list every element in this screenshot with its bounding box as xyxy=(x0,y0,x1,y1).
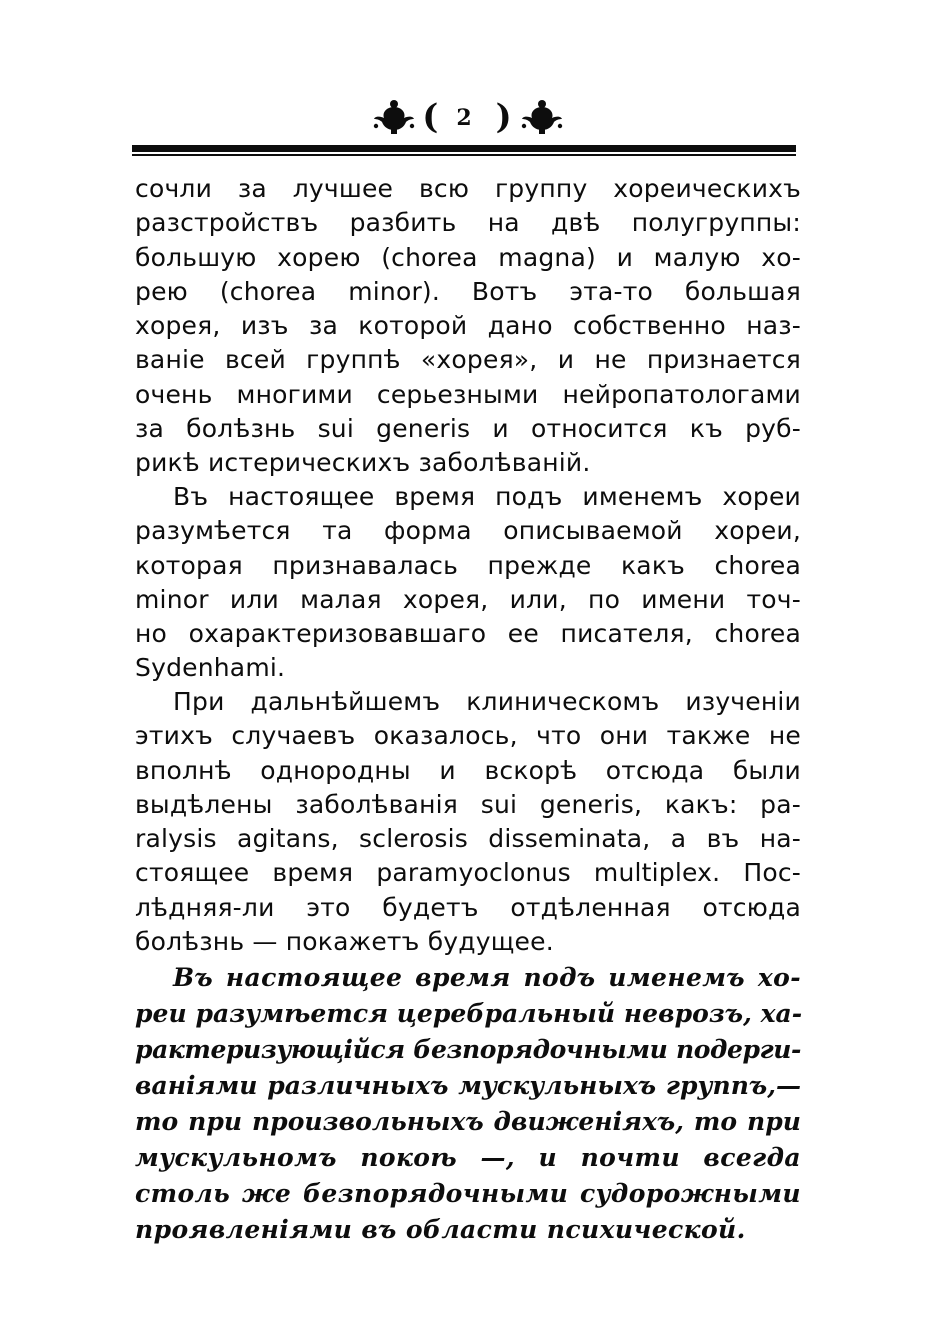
fleuron-icon xyxy=(520,99,564,135)
text-line: проявленіями въ области психической. xyxy=(135,1215,746,1244)
text-line: При дальнѣйшемъ клиническомъ изученіи xyxy=(173,687,801,716)
header-inner xyxy=(372,99,564,135)
text-line: Въ настоящее время подъ именемъ хореи xyxy=(173,482,801,511)
paragraph-1 xyxy=(135,172,801,481)
text-line: большую хорею (chorea magna) и малую хо- xyxy=(135,242,801,272)
text-line: рею (chorea minor). Вотъ эта-то большая xyxy=(135,276,801,306)
text-line: хорея, изъ за которой дано собственно наз- xyxy=(135,311,801,341)
header-rule-thick xyxy=(132,145,796,152)
text-line: которая признавалась прежде какъ chorea xyxy=(135,550,801,580)
header-rule-thin xyxy=(132,154,796,156)
text-line: ваніе всей группѣ «хорея», и не признается xyxy=(135,345,801,375)
paragraph-2 xyxy=(135,480,801,686)
text-line: очень многими серьезными нейропатологами xyxy=(135,379,801,409)
close-paren: ) xyxy=(495,97,514,137)
text-line: Sydenhami. xyxy=(135,653,286,683)
text-line: лѣдняя-ли это будетъ отдѣленная отсюда xyxy=(135,892,801,922)
text-line: но охарактеризовавшаго ее писателя, chorea xyxy=(135,619,801,649)
text-line: рикѣ истерическихъ заболѣваній. xyxy=(135,448,591,478)
text-line: разстройствъ разбить на двѣ полугруппы: xyxy=(135,208,801,238)
fleuron-icon xyxy=(372,99,416,135)
text-line: выдѣлены заболѣванія sui generis, какъ: pa- xyxy=(135,789,801,819)
text-line: Въ настоящее время подъ именемъ хо- xyxy=(173,963,801,992)
text-line: ralysis agitans, sclerosis disseminata, а въ на- xyxy=(135,824,801,854)
text-line: minor или малая хорея, или, по имени точ- xyxy=(135,584,801,614)
text-line: за болѣзнь sui generis и относится къ руб- xyxy=(135,414,801,444)
text-line: то при произвольныхъ движеніяхъ, то при xyxy=(135,1107,801,1136)
text-line: реи разумѣется церебральный неврозъ, ха- xyxy=(135,999,803,1028)
page-number-wrapper xyxy=(422,97,514,137)
paragraph-4-italic xyxy=(135,960,801,1248)
page-number: 2 xyxy=(456,105,474,131)
text-line: мускульномъ покоѣ —, и почти всегда xyxy=(135,1143,801,1172)
open-paren: ( xyxy=(422,97,441,137)
text-line: ваніями различныхъ мускульныхъ группъ,— xyxy=(135,1071,801,1100)
paragraph-3 xyxy=(135,685,801,959)
text-line: разумѣется та форма описываемой хореи, xyxy=(135,516,801,546)
text-line: сочли за лучшее всю группу хореическихъ xyxy=(135,174,801,203)
page-header xyxy=(0,92,936,142)
header-rule xyxy=(132,145,796,157)
text-line: болѣзнь — покажетъ будущее. xyxy=(135,927,554,957)
text-line: этихъ случаевъ оказалось, что они также не xyxy=(135,721,801,751)
text-line: стоящее время paramyoclonus multiplex. Пос- xyxy=(135,858,801,888)
text-line: вполнѣ однородны и вскорѣ отсюда были xyxy=(135,755,801,785)
text-line: рактеризующійся безпорядочными подерги- xyxy=(135,1035,801,1064)
text-line: столь же безпорядочными судорожными xyxy=(135,1179,801,1208)
